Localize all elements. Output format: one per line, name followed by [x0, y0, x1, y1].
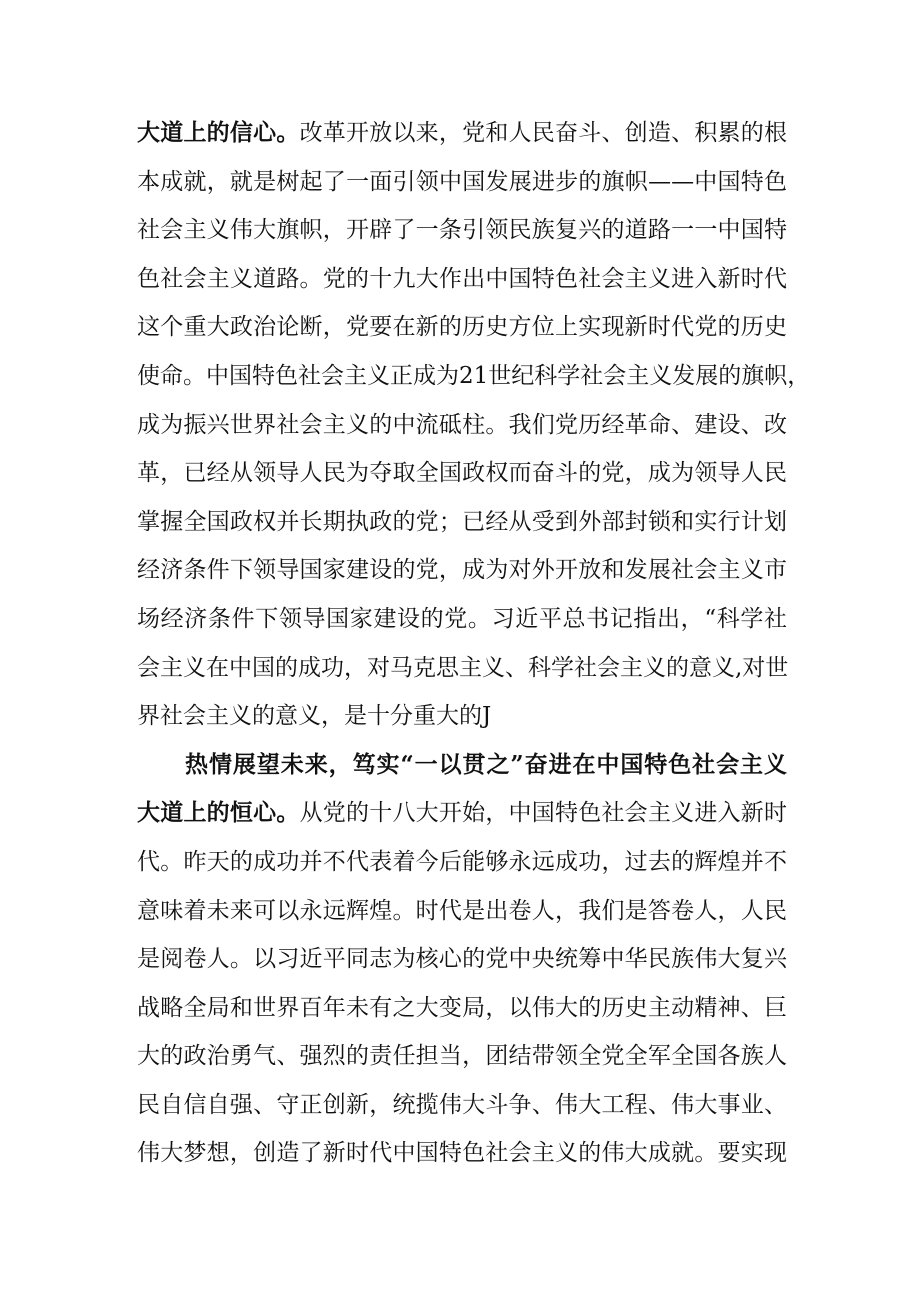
paragraph-2-line-4: 意味着未来可以永远辉煌。时代是出卷人，我们是答卷人，人民	[137, 897, 787, 924]
paragraph-1-line-5: 这个重大政治论断，党要在新的历史方位上实现新时代党的历史	[137, 314, 787, 341]
paragraph-1-line-9: 掌握全国政权并长期执政的党；已经从受到外部封锁和实行计划	[137, 508, 787, 535]
paragraph-2-line-6: 战略全局和世界百年未有之大变局，以伟大的历史主动精神、巨	[137, 994, 787, 1021]
paragraph-2-line-2-text: 从党的十八大开始，中国特色社会主义进入新时	[299, 800, 788, 827]
paragraph-1-line-8: 革，已经从领导人民为夺取全国政权而奋斗的党，成为领导人民	[137, 460, 787, 487]
paragraph-2-line-7: 大的政治勇气、强烈的责任担当，团结带领全党全军全国各族人	[137, 1043, 787, 1070]
paragraph-2-line-9: 伟大梦想，创造了新时代中国特色社会主义的伟大成就。要实现	[137, 1140, 787, 1167]
paragraph-1-line-7: 成为振兴世界社会主义的中流砥柱。我们党历经革命、建设、改	[137, 411, 787, 438]
paragraph-1-heading-tail: 大道上的信心。	[137, 119, 300, 146]
paragraph-2-line-8: 民自信自强、守正创新，统揽伟大斗争、伟大工程、伟大事业、	[137, 1091, 787, 1118]
paragraph-2-heading-line-1: 热情展望未来，笃实“一以贯之”奋进在中国特色社会主义	[185, 750, 787, 778]
paragraph-1-line-1-text: 改革开放以来，党和人民奋斗、创造、积累的根	[299, 120, 788, 146]
paragraph-2-line-5: 是阅卷人。以习近平同志为核心的党中央统筹中华民族伟大复兴	[137, 946, 787, 973]
paragraph-1-line-2: 本成就，就是树起了一面引领中国发展进步的旗帜——中国特色	[137, 168, 787, 195]
document-body	[137, 109, 811, 1178]
paragraph-2-line-3: 代。昨天的成功并不代表着今后能够永远成功，过去的辉煌并不	[137, 848, 787, 875]
paragraph-1-line-12: 会主义在中国的成功，对马克思主义、科学社会主义的意义,对世	[137, 654, 789, 681]
paragraph-1-line-1	[137, 109, 787, 158]
paragraph-2-heading-tail: 大道上的恒心。	[137, 799, 300, 827]
paragraph-1-line-10: 经济条件下领导国家建设的党，成为对外开放和发展社会主义市	[137, 557, 787, 584]
paragraph-1-line-6: 使命。中国特色社会主义正成为21世纪科学社会主义发展的旗帜，	[137, 362, 811, 389]
paragraph-1-line-4: 色社会主义道路。党的十九大作出中国特色社会主义进入新时代	[137, 265, 787, 292]
paragraph-1-line-3: 社会主义伟大旗帜，开辟了一条引领民族复兴的道路一一中国特	[137, 217, 787, 244]
paragraph-1-line-13: 界社会主义的意义，是十分重大的J	[137, 703, 492, 730]
paragraph-2-line-2	[137, 789, 787, 838]
paragraph-1-line-11: 场经济条件下领导国家建设的党。习近平总书记指出，“科学社	[137, 605, 787, 632]
